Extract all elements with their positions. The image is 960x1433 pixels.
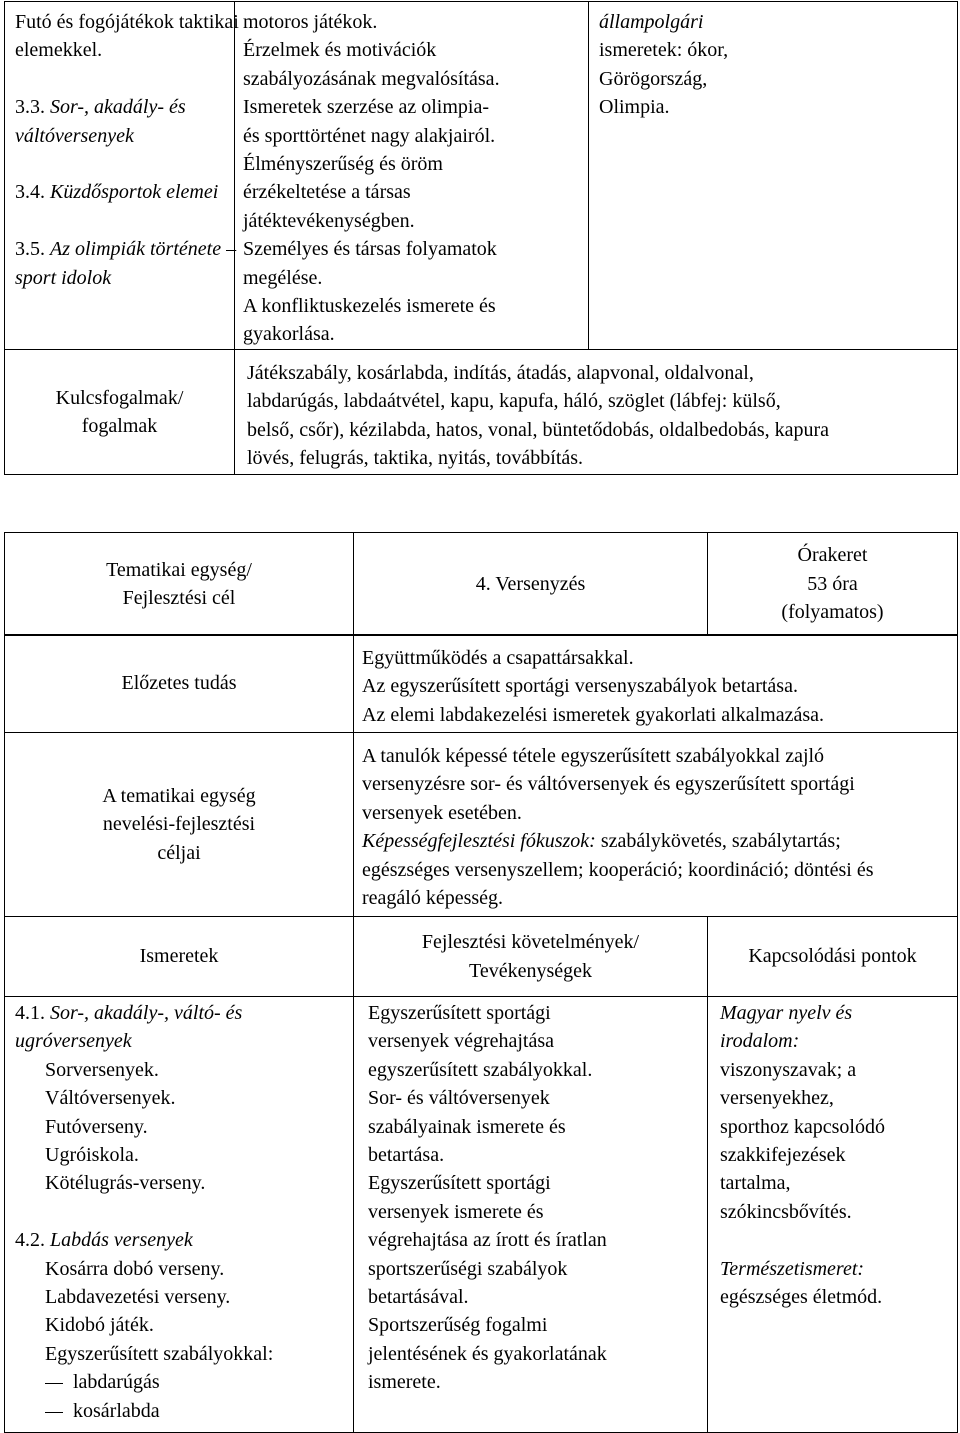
- knowledge-item: Labdavezetési verseny.: [45, 1286, 231, 1309]
- dev-line: Egyszerűsített sportági: [368, 1002, 551, 1024]
- unit-table-body: [4, 634, 958, 917]
- col2-line: Ismeretek szerzése az olimpia-: [243, 96, 489, 119]
- top-col3-cell: [589, 2, 958, 350]
- item-title: Az olimpiák története –: [50, 238, 237, 261]
- dash-item-text: labdarúgás: [73, 1371, 160, 1394]
- goals-line: reagáló képesség.: [362, 887, 504, 910]
- key-concepts-line: lövés, felugrás, taktika, nyitás, továbbítás.: [247, 447, 584, 470]
- item-number: 3.4.: [15, 181, 45, 204]
- top-table: [4, 1, 958, 475]
- goals-label-cell: [5, 733, 354, 917]
- col2-line: Érzelmek és motivációk: [243, 39, 437, 62]
- col2-line: szabályozásának megvalósítása.: [243, 67, 500, 90]
- col3-line: állampolgári: [599, 11, 704, 33]
- col3-line: Görögország,: [599, 67, 708, 90]
- head-dev: Tevékenységek: [469, 959, 592, 982]
- links-line: szókincsbővítés.: [720, 1200, 852, 1223]
- top-col1-line: Futó és fogójátékok taktikai: [15, 11, 239, 33]
- dev-line: versenyek végrehajtása: [368, 1030, 555, 1053]
- knowledge-item: Kidobó játék.: [45, 1314, 154, 1337]
- section-4-2: [15, 1226, 353, 1254]
- links-subject: irodalom:: [720, 1030, 800, 1053]
- col2-line: megélése.: [243, 266, 323, 289]
- item-3-5: [15, 235, 237, 263]
- hours-note: (folyamatos): [781, 601, 884, 624]
- key-concepts-label: fogalmak: [81, 415, 158, 437]
- section-number: 4.2.: [15, 1229, 45, 1252]
- item-number: 3.3.: [15, 96, 45, 119]
- key-concepts-cell: [235, 350, 958, 475]
- knowledge-item: Egyszerűsített szabályokkal:: [45, 1342, 274, 1365]
- focus-text: szabálykövetés, szabálytartás;: [595, 830, 841, 853]
- col2-line: érzékeltetése a társas: [243, 181, 411, 204]
- item-3-4: [15, 178, 234, 206]
- key-concepts-label: Kulcsfogalmak/: [55, 386, 184, 409]
- top-col2-cell: [235, 2, 589, 350]
- links-line: tartalma,: [720, 1172, 791, 1195]
- head-dev: Fejlesztési követelmények/: [421, 931, 640, 954]
- goals-line: versenyek esetében.: [362, 801, 522, 824]
- col3-line: ismeretek: ókor,: [599, 39, 729, 62]
- section-title: Sor-, akadály-, váltó- és: [50, 1002, 243, 1024]
- unit-label-cell: [5, 533, 354, 636]
- dev-line: szabályainak ismerete és: [368, 1115, 566, 1138]
- dev-line: betartásával.: [368, 1286, 469, 1309]
- dev-line: jelentésének és gyakorlatának: [368, 1342, 607, 1365]
- prior-knowledge-label: Előzetes tudás: [121, 672, 237, 695]
- hours-cell: [708, 533, 958, 636]
- prior-knowledge-cell: [354, 635, 958, 733]
- dev-line: sportszerűségi szabályok: [368, 1257, 568, 1280]
- head-knowledge-cell: [5, 917, 354, 997]
- goals-label: A tematikai egység: [102, 784, 256, 807]
- links-subject: Magyar nyelv és: [720, 1002, 853, 1024]
- knowledge-item: Ugróiskola.: [45, 1144, 139, 1167]
- item-title-cont: sport idolok: [15, 266, 112, 289]
- unit-label: Tematikai egység/: [106, 558, 252, 581]
- unit-label: Fejlesztési cél: [122, 587, 236, 609]
- dev-line: ismerete.: [368, 1371, 441, 1394]
- goals-label: céljai: [157, 841, 201, 864]
- goals-focus-line: [362, 827, 957, 855]
- col2-line: motoros játékok.: [243, 11, 378, 33]
- prior-knowledge-label-cell: [5, 635, 354, 733]
- section-4-1: [15, 999, 353, 1027]
- col2-line: játéktevékenységben.: [243, 209, 415, 232]
- item-number: 3.5.: [15, 238, 45, 261]
- section-number: 4.1.: [15, 1002, 45, 1024]
- hours-label: Órakeret: [797, 544, 868, 567]
- key-concepts-label-cell: [5, 350, 235, 475]
- unit-title-cell: [354, 533, 708, 636]
- knowledge-item: Kötélugrás-verseny.: [45, 1172, 206, 1195]
- goals-line: versenyzésre sor- és váltóversenyek és egyszerűsített sportági: [362, 773, 855, 796]
- dash-item-text: kosárlabda: [73, 1399, 160, 1422]
- col2-line: gyakorlása.: [243, 323, 335, 346]
- knowledge-cell: [5, 997, 354, 1433]
- goals-line: A tanulók képessé tétele egyszerűsített szabályokkal zajló: [362, 745, 825, 767]
- knowledge-item: Kosárra dobó verseny.: [45, 1257, 225, 1280]
- focus-label: Képességfejlesztési fókuszok:: [362, 830, 596, 853]
- col2-line: Személyes és társas folyamatok: [243, 238, 497, 261]
- item-title: Sor-, akadály- és: [50, 96, 186, 119]
- col2-line: A konfliktuskezelés ismerete és: [243, 295, 496, 318]
- knowledge-item: Váltóversenyek.: [45, 1087, 176, 1110]
- dev-line: végrehajtása az írott és íratlan: [368, 1229, 607, 1252]
- top-col1-line: elemekkel.: [15, 39, 103, 62]
- key-concepts-line: Játékszabály, kosárlabda, indítás, átadás, alapvonal, oldalvonal,: [247, 362, 754, 384]
- links-line: viszonyszavak; a: [720, 1058, 857, 1081]
- links-line: versenyekhez,: [720, 1087, 834, 1110]
- links-line: egészséges életmód.: [720, 1286, 883, 1309]
- unit-table: [4, 532, 958, 636]
- section-title: Labdás versenyek: [50, 1229, 193, 1252]
- knowledge-item: Sorversenyek.: [45, 1058, 159, 1081]
- dash-icon: [45, 1383, 63, 1384]
- goals-cell: [354, 733, 958, 917]
- dev-line: Sportszerűség fogalmi: [368, 1314, 548, 1337]
- dash-item: [15, 1368, 353, 1396]
- prior-line: Az elemi labdakezelési ismeretek gyakorlati alkalmazása.: [362, 703, 825, 726]
- head-links-cell: [708, 917, 958, 997]
- goals-label: nevelési-fejlesztési: [102, 813, 256, 836]
- dash-item: [15, 1397, 353, 1425]
- col2-line: és sporttörténet nagy alakjairól.: [243, 124, 496, 147]
- key-concepts-line: labdarúgás, labdaátvétel, kapu, kapufa, háló, szöglet (lábfej: külső,: [247, 390, 781, 413]
- col2-line: Élményszerűség és öröm: [243, 153, 443, 176]
- head-knowledge: Ismeretek: [139, 945, 219, 968]
- dev-cell: [354, 997, 708, 1433]
- item-title: Küzdősportok elemei: [50, 181, 219, 204]
- dev-line: betartása.: [368, 1144, 445, 1167]
- hours-value: 53 óra: [807, 572, 858, 595]
- dev-line: egyszerűsített szabályokkal.: [368, 1058, 593, 1081]
- knowledge-item: Futóverseny.: [45, 1115, 148, 1138]
- col3-line: Olimpia.: [599, 96, 670, 119]
- links-cell: [708, 997, 958, 1433]
- section-title-cont: ugróversenyek: [15, 1030, 132, 1053]
- content-table: [4, 916, 958, 1433]
- dev-line: versenyek ismerete és: [368, 1200, 544, 1223]
- dev-line: Sor- és váltóversenyek: [368, 1087, 550, 1110]
- key-concepts-line: belső, csőr), kézilabda, hatos, vonal, büntetődobás, oldalbedobás, kapura: [247, 418, 830, 441]
- item-3-3: [15, 93, 234, 121]
- goals-line: egészséges versenyszellem; kooperáció; koordináció; döntési és: [362, 858, 874, 881]
- links-subject: Természetismeret:: [720, 1257, 865, 1280]
- item-title-cont: váltóversenyek: [15, 124, 134, 147]
- dev-line: Egyszerűsített sportági: [368, 1172, 551, 1195]
- head-dev-cell: [354, 917, 708, 997]
- top-col1-cell: [5, 2, 239, 350]
- links-line: sporthoz kapcsolódó: [720, 1115, 885, 1138]
- unit-title: 4. Versenyzés: [475, 572, 586, 595]
- head-links: Kapcsolódási pontok: [748, 945, 917, 968]
- prior-line: Az egyszerűsített sportági versenyszabályok betartása.: [362, 675, 798, 698]
- dash-icon: [45, 1412, 63, 1413]
- prior-line: Együttműködés a csapattársakkal.: [362, 647, 634, 669]
- links-line: szakkifejezések: [720, 1144, 846, 1167]
